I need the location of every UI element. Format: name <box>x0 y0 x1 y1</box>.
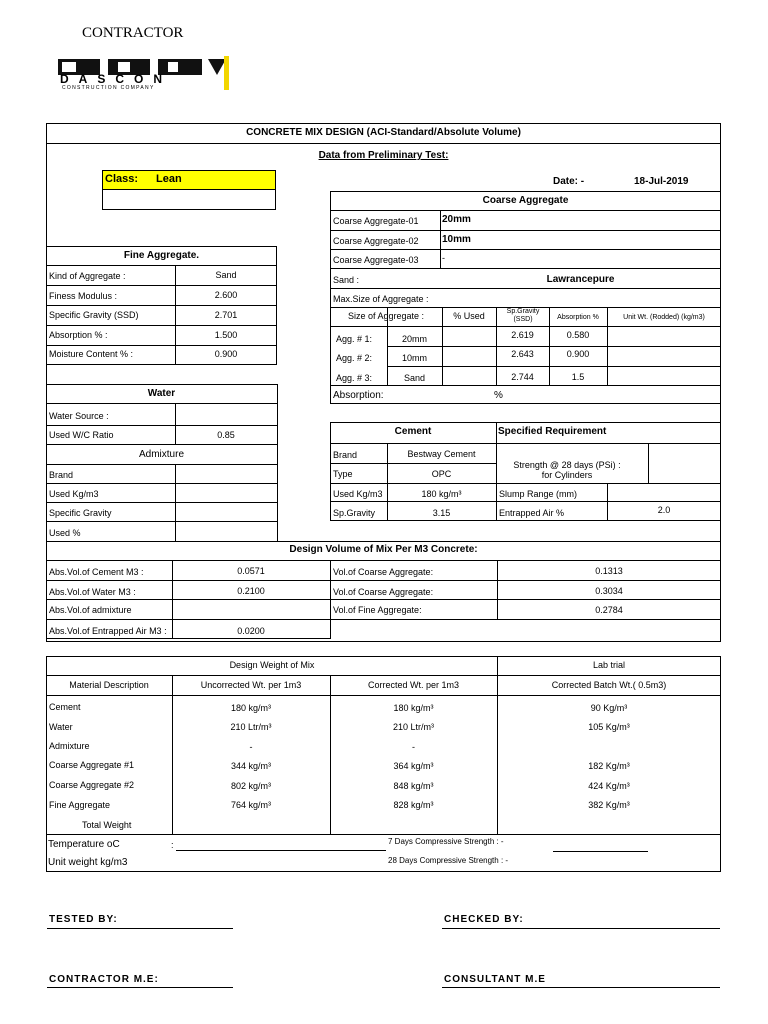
logo-subtext: CONSTRUCTION COMPANY <box>62 85 155 91</box>
weight-row-material: Water <box>49 722 73 732</box>
fine-row-4-value: 1.500 <box>214 330 238 340</box>
coarse-row-2-label: Coarse Aggregate-02 <box>333 236 419 246</box>
admix-row-2-label: Used Kg/m3 <box>49 489 99 499</box>
max-size-label: Max.Size of Aggregate : <box>333 294 429 304</box>
company-logo <box>58 56 230 92</box>
design-volume-heading: Design Volume of Mix Per M3 Concrete: <box>289 544 478 555</box>
checked-by-label: CHECKED BY: <box>444 914 524 925</box>
agg-1-name: Agg. # 1: <box>336 334 373 344</box>
strength-7-days: 7 Days Compressive Strength : - <box>388 837 504 846</box>
cement-row-1-label: Brand <box>333 450 358 460</box>
vol-left-4-value: 0.0200 <box>237 626 265 636</box>
weight-row-material: Coarse Aggregate #1 <box>49 760 135 770</box>
coarse-row-2-value: 10mm <box>442 234 471 245</box>
col-material: Material Description <box>69 680 149 690</box>
vol-right-3-value: 0.2784 <box>595 605 623 615</box>
agg-2-size: 10mm <box>401 353 427 363</box>
coarse-heading: Coarse Aggregate <box>482 195 569 206</box>
agg-3-size: Sand <box>403 373 426 383</box>
tested-by-line <box>47 928 233 929</box>
temperature-colon: : <box>171 840 174 850</box>
water-row-2-value: 0.85 <box>217 430 235 440</box>
agg-2-abs: 0.900 <box>566 349 590 359</box>
water-heading: Water <box>147 388 176 399</box>
consultant-me-line <box>442 987 720 988</box>
total-weight-label: Total Weight <box>82 820 132 830</box>
checked-by-line <box>442 928 720 929</box>
fine-row-5-label: Moisture Content % : <box>49 349 134 359</box>
weight-row-uncorrected: 210 Ltr/m³ <box>230 722 272 732</box>
cement-row-3-value: 180 kg/m³ <box>421 489 462 499</box>
vol-left-3-label: Abs.Vol.of admixture <box>49 605 132 615</box>
fine-row-1-label: Kind of Aggregate : <box>49 271 126 281</box>
fine-row-1-value: Sand <box>215 270 237 280</box>
col-used-header: % Used <box>453 311 485 321</box>
cement-heading: Cement <box>394 426 432 437</box>
weight-row-uncorrected: 802 kg/m³ <box>230 781 272 791</box>
fine-row-2-label: Finess Modulus : <box>49 291 118 301</box>
agg-1-sg: 2.619 <box>511 330 534 340</box>
spec-slump-label: Slump Range (mm) <box>499 489 578 499</box>
form-title: CONCRETE MIX DESIGN (ACI-Standard/Absolute Volume) <box>246 127 521 138</box>
agg-1-abs: 0.580 <box>566 330 590 340</box>
col-sg-header: Sp.Gravity (SSD) <box>506 308 540 323</box>
weight-row-corrected: 210 Ltr/m³ <box>392 722 434 732</box>
col-corrected: Corrected Wt. per 1m3 <box>367 680 460 690</box>
logo-text: DASCON <box>60 72 173 86</box>
weight-row-material: Cement <box>49 702 81 712</box>
admix-row-3-label: Specific Gravity <box>49 508 112 518</box>
weight-row-corrected: 828 kg/m³ <box>393 800 434 810</box>
agg-2-name: Agg. # 2: <box>336 353 373 363</box>
strength-28-days: 28 Days Compressive Strength : - <box>388 856 509 865</box>
date-value: 18-Jul-2019 <box>634 176 689 187</box>
vol-left-4-label: Abs.Vol.of Entrapped Air M3 : <box>49 626 167 636</box>
weight-row-corrected: 848 kg/m³ <box>393 781 434 791</box>
agg-3-abs: 1.5 <box>571 372 585 382</box>
unit-weight-label: Unit weight kg/m3 <box>48 857 128 868</box>
admix-row-4-label: Used % <box>49 528 81 538</box>
weight-row-corrected: 180 kg/m³ <box>393 703 434 713</box>
weight-heading: Design Weight of Mix <box>229 660 315 670</box>
weight-row-material: Fine Aggregate <box>49 800 111 810</box>
weight-row-batch: 105 Kg/m³ <box>588 722 630 732</box>
agg-3-sg: 2.744 <box>511 372 534 382</box>
fine-row-5-value: 0.900 <box>214 349 238 359</box>
class-label: Class: <box>105 173 139 185</box>
weight-row-batch: 424 Kg/m³ <box>588 781 630 791</box>
coarse-row-3-value: - <box>442 253 445 263</box>
weight-row-batch: 182 Kg/m³ <box>588 761 630 771</box>
weight-row-corrected: - <box>412 742 415 752</box>
sand-label: Sand : <box>333 275 360 285</box>
vol-right-2-value: 0.3034 <box>595 586 623 596</box>
fine-row-3-value: 2.701 <box>214 310 238 320</box>
cement-row-4-label: Sp.Gravity <box>333 508 376 518</box>
admixture-heading: Admixture <box>138 449 184 460</box>
fine-row-2-value: 2.600 <box>214 290 238 300</box>
vol-left-2-value: 0.2100 <box>237 586 265 596</box>
agg-3-name: Agg. # 3: <box>336 373 373 383</box>
col-unitwt-header: Unit Wt. (Rodded) (kg/m3) <box>623 314 705 321</box>
col-batch: Corrected Batch Wt.( 0.5m3) <box>551 680 667 690</box>
weight-row-uncorrected: 764 kg/m³ <box>230 800 272 810</box>
form-subtitle: Data from Preliminary Test: <box>318 150 449 161</box>
temperature-label: Temperature oC <box>48 839 120 850</box>
date-label: Date: - <box>553 176 585 187</box>
col-size-header: Size of Aggregate : <box>347 311 425 321</box>
vol-right-2-label: Vol.of Coarse Aggregate: <box>333 587 434 597</box>
water-row-1-label: Water Source : <box>49 411 109 421</box>
col-abs-header: Absorption % <box>557 314 599 321</box>
sand-value: Lawrancepure <box>546 274 615 285</box>
vol-right-3-label: Vol.of Fine Aggregate: <box>333 605 422 615</box>
admix-row-1-label: Brand <box>49 470 74 480</box>
contractor-me-line <box>47 987 233 988</box>
coarse-row-1-value: 20mm <box>442 214 471 225</box>
contractor-me-label: CONTRACTOR M.E: <box>49 974 159 985</box>
lab-trial-heading: Lab trial <box>592 660 626 670</box>
cement-row-1-value: Bestway Cement <box>407 449 476 459</box>
water-row-2-label: Used W/C Ratio <box>49 430 114 440</box>
col-uncorrected: Uncorrected Wt. per 1m3 <box>200 680 302 690</box>
cement-row-3-label: Used Kg/m3 <box>333 489 383 499</box>
spec-heading: Specified Requirement <box>498 426 607 437</box>
cement-row-2-label: Type <box>333 469 353 479</box>
weight-row-uncorrected: - <box>249 742 253 752</box>
coarse-row-3-label: Coarse Aggregate-03 <box>333 255 419 265</box>
absorption-label: Absorption: <box>333 390 384 401</box>
weight-row-uncorrected: 344 kg/m³ <box>230 761 272 771</box>
fine-row-4-label: Absorption % : <box>49 330 108 340</box>
temperature-line <box>176 850 386 851</box>
agg-1-size: 20mm <box>401 334 427 344</box>
coarse-row-1-label: Coarse Aggregate-01 <box>333 216 419 226</box>
consultant-me-label: CONSULTANT M.E <box>444 974 546 985</box>
weight-row-batch: 382 Kg/m³ <box>588 800 630 810</box>
weight-row-uncorrected: 180 kg/m³ <box>230 703 272 713</box>
class-value: Lean <box>156 173 182 185</box>
fine-heading: Fine Aggregate. <box>123 250 200 261</box>
vol-right-1-label: Vol.of Coarse Aggregate: <box>333 567 434 577</box>
vol-left-1-value: 0.0571 <box>237 566 265 576</box>
contractor-label: CONTRACTOR <box>82 25 184 41</box>
fine-row-3-label: Specific Gravity (SSD) <box>49 310 139 320</box>
weight-row-corrected: 364 kg/m³ <box>393 761 434 771</box>
spec-air-label: Entrapped Air % <box>499 508 565 518</box>
spec-strength-label: Strength @ 28 days (PSi) : for Cylinders <box>513 460 621 480</box>
weight-row-batch: 90 Kg/m³ <box>590 703 628 713</box>
vol-left-1-label: Abs.Vol.of Cement M3 : <box>49 567 144 577</box>
vol-right-1-value: 0.1313 <box>595 566 623 576</box>
cement-row-2-value: OPC <box>431 469 452 479</box>
tested-by-label: TESTED BY: <box>49 914 118 925</box>
weight-row-material: Admixture <box>49 741 90 751</box>
cement-row-4-value: 3.15 <box>432 508 451 518</box>
vol-left-2-label: Abs.Vol.of Water M3 : <box>49 587 136 597</box>
agg-2-sg: 2.643 <box>511 349 534 359</box>
spec-air-value: 2.0 <box>657 505 671 515</box>
weight-row-material: Coarse Aggregate #2 <box>49 780 135 790</box>
strength-7-line <box>553 851 648 852</box>
absorption-unit: % <box>494 390 503 401</box>
